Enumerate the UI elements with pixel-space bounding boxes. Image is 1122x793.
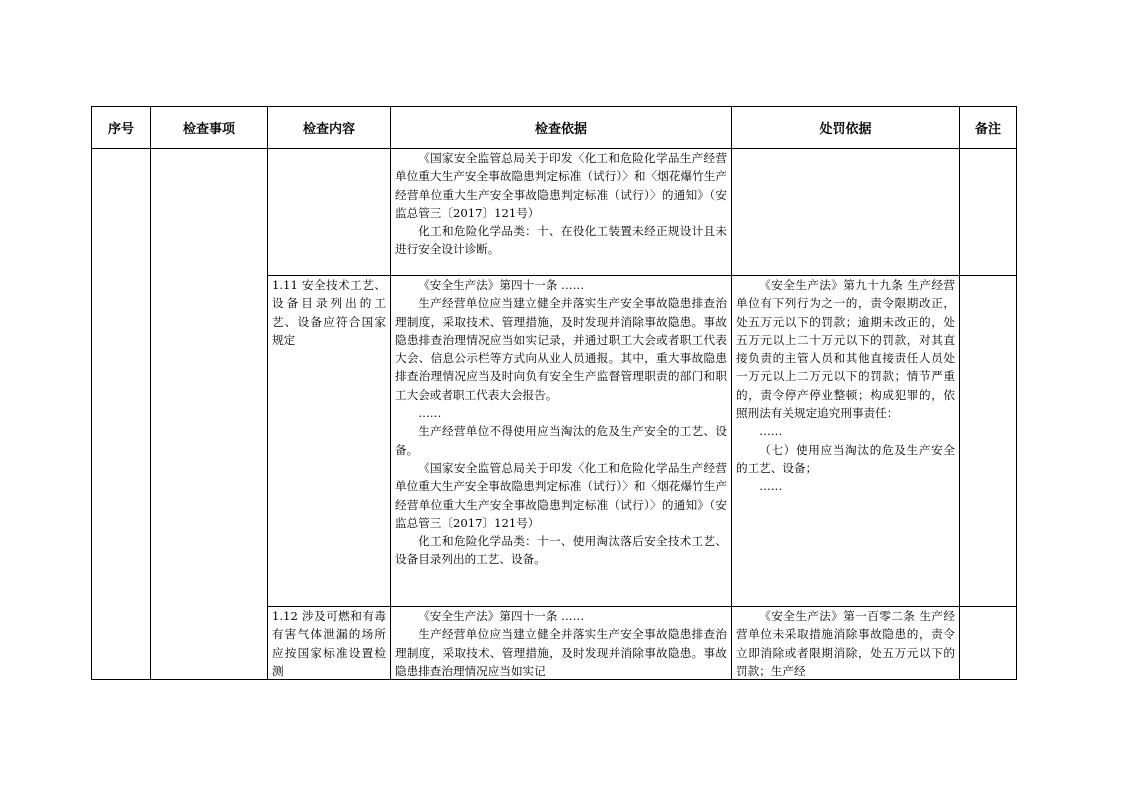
basis-paragraph: 《国家安全监管总局关于印发〈化工和危险化学品生产经营单位重大生产安全事故隐患判定标准（试行）〉和〈烟花爆竹生产经营单位重大生产安全事故隐患判定标准（试行）〉的通知》（安监总管三〔2017〕121号） (395, 151, 727, 220)
content-cell (268, 276, 391, 607)
remarks-cell (960, 607, 1017, 680)
remarks-cell (960, 149, 1017, 276)
header-check-basis: 检查依据 (391, 107, 732, 149)
basis-cell (391, 607, 732, 680)
penalty-cell (732, 149, 960, 276)
penalty-cell (732, 607, 960, 680)
content-cell (268, 607, 391, 680)
basis-paragraph: 生产经营单位不得使用应当淘汰的危及生产安全的工艺、设备。 (395, 424, 727, 457)
remarks-cell (960, 276, 1017, 607)
basis-paragraph: …… (418, 406, 442, 421)
penalty-paragraph: 《安全生产法》第九十九条 生产经营单位有下列行为之一的，责令限期改正，处五万元以下的罚款；逾期未改正的，处五万元以上二十万元以下的罚款，对其直接负责的主管人员和其他直接责任人员处一万元以上二万元以下的罚款；情节严重的，责令停产停业整顿；构成犯罪的，依照刑法有关规定追究刑事责任： (736, 278, 955, 421)
content-cell (268, 149, 391, 276)
table-row (92, 149, 1017, 276)
basis-paragraph: 《国家安全监管总局关于印发〈化工和危险化学品生产经营单位重大生产安全事故隐患判定标准（试行）〉和〈烟花爆竹生产经营单位重大生产安全事故隐患判定标准（试行）〉的通知》（安监总管三〔2017〕121号） (395, 460, 727, 530)
penalty-cell (732, 276, 960, 607)
penalty-paragraph: …… (759, 479, 783, 494)
header-row (92, 107, 1017, 149)
basis-paragraph: 《安全生产法》第四十一条 …… (418, 609, 585, 623)
check-item-cell (151, 149, 268, 680)
basis-paragraph: 化工和危险化学品类：十一、使用淘汰落后安全技术工艺、设备目录列出的工艺、设备。 (395, 534, 727, 567)
seq-cell (92, 149, 151, 680)
basis-cell (391, 276, 732, 607)
basis-paragraph: 《安全生产法》第四十一条 …… (418, 278, 585, 292)
inspection-table (91, 106, 1017, 680)
header-check-item: 检查事项 (151, 107, 268, 149)
header-seq: 序号 (92, 107, 151, 149)
penalty-paragraph: …… (759, 424, 783, 439)
penalty-paragraph: 《安全生产法》第一百零二条 生产经营单位未采取措施消除事故隐患的，责令立即消除或者限期消除，处五万元以下的罚款；生产经 (736, 609, 955, 678)
check-content-text: 1.11 安全技术工艺、设备目录列出的工艺、设备应符合国家规定 (272, 278, 386, 347)
header-remarks: 备注 (960, 107, 1017, 149)
penalty-paragraph: （七）使用应当淘汰的危及生产安全的工艺、设备； (736, 442, 955, 475)
header-penalty-basis: 处罚依据 (732, 107, 960, 149)
basis-cell (391, 149, 732, 276)
header-check-content: 检查内容 (268, 107, 391, 149)
basis-paragraph: 生产经营单位应当建立健全并落实生产安全事故隐患排查治理制度，采取技术、管理措施，及时发现并消除事故隐患。事故隐患排查治理情况应当如实记录，并通过职工大会或者职工代表大会、信息公示栏等方式向从业人员通报。其中，重大事故隐患排查治理情况应当及时向负有安全生产监督管理职责的部门和职工大会或者职工代表大会报告。 (395, 296, 727, 402)
check-content-text: 1.12 涉及可燃和有毒有害气体泄漏的场所应按国家标准设置检测 (272, 609, 386, 678)
basis-paragraph: 化工和危险化学品类：十、在役化工装置未经正规设计且未进行安全设计诊断。 (395, 224, 727, 257)
basis-paragraph: 生产经营单位应当建立健全并落实生产安全事故隐患排查治理制度，采取技术、管理措施，及时发现并消除事故隐患。事故隐患排查治理情况应当如实记 (395, 627, 727, 678)
